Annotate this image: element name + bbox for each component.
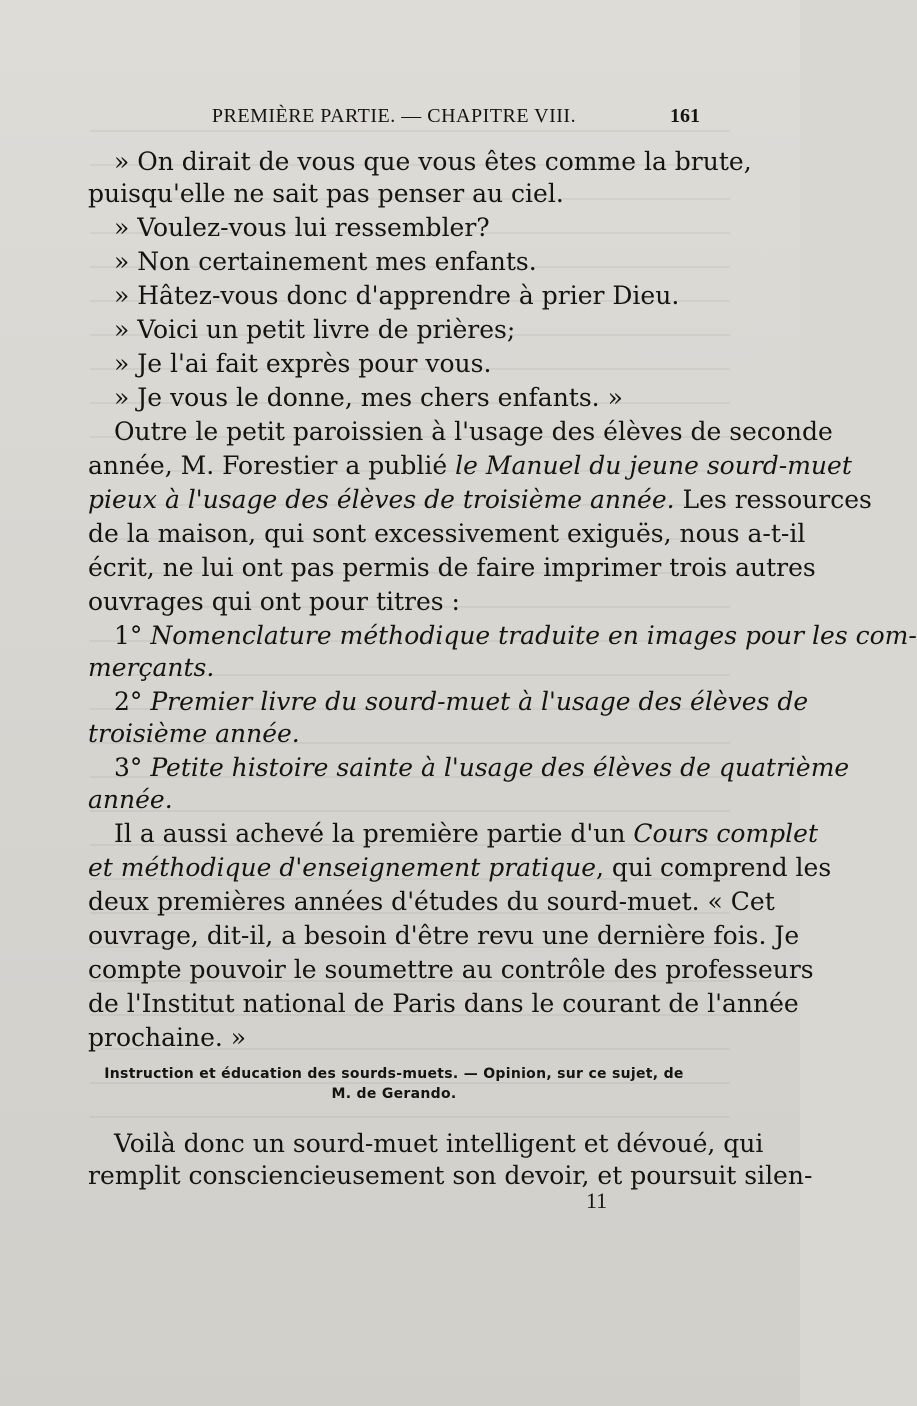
text-line: compte pouvoir le soumettre au contrôle des professeurs — [88, 955, 814, 984]
italic-title: pieux à l'usage des élèves de troisième année. — [88, 485, 675, 514]
list-item — [88, 686, 809, 718]
text-line: Voilà donc un sourd-muet intelligent et dévoué, qui — [114, 1129, 764, 1158]
italic-title: Cours complet — [633, 819, 819, 848]
text-line: prochaine. » — [88, 1023, 247, 1052]
text-line: » Non certainement mes enfants. — [114, 247, 537, 276]
text-line: ouvrage, dit-il, a besoin d'être revu une dernière fois. Je — [88, 921, 800, 950]
list-number: 2° — [114, 687, 143, 716]
list-item-continuation: troisième année. — [88, 719, 300, 748]
signature-mark: 11 — [586, 1188, 608, 1213]
italic-title: Nomenclature méthodique traduite en images pour les com- — [150, 621, 917, 650]
list-item — [88, 620, 917, 652]
text-line: » Voulez-vous lui ressembler? — [114, 213, 490, 242]
text-line: » Je vous le donne, mes chers enfants. » — [114, 383, 623, 412]
summary-line: M. de Gerando. — [331, 1086, 457, 1102]
text-line: de l'Institut national de Paris dans le courant de l'année — [88, 989, 799, 1018]
italic-title: le Manuel du jeune sourd-muet — [455, 451, 852, 480]
text-line: » On dirait de vous que vous êtes comme la brute, — [114, 147, 752, 176]
list-item-continuation: merçants. — [88, 653, 215, 682]
chapter-heading: PREMIÈRE PARTIE. — CHAPITRE VIII. — [211, 105, 577, 127]
text-line: de la maison, qui sont excessivement exiguës, nous a-t-il — [88, 519, 806, 548]
italic-title: Premier livre du sourd-muet à l'usage des élèves de — [150, 687, 809, 716]
text-span: Il a aussi achevé la première partie d'un — [114, 819, 634, 848]
page-number: 161 — [670, 105, 700, 127]
text-line: » Je l'ai fait exprès pour vous. — [114, 349, 492, 378]
text-line: remplit consciencieusement son devoir, et poursuit silen- — [88, 1161, 813, 1190]
text-line — [88, 852, 832, 884]
section-summary — [88, 1064, 700, 1104]
running-head — [88, 105, 700, 133]
text-line: deux premières années d'études du sourd-muet. « Cet — [88, 887, 775, 916]
text-line — [88, 450, 852, 482]
list-item-continuation: année. — [88, 785, 173, 814]
text-line — [88, 484, 872, 516]
text-line: puisqu'elle ne sait pas penser au ciel. — [88, 179, 564, 208]
text-span: , qui comprend les — [596, 853, 832, 882]
italic-title: Petite histoire sainte à l'usage des élèves de quatrième — [150, 753, 850, 782]
list-number: 3° — [114, 753, 143, 782]
text-line: écrit, ne lui ont pas permis de faire imprimer trois autres — [88, 553, 816, 582]
text-line: » Voici un petit livre de prières; — [114, 315, 516, 344]
text-line — [88, 818, 819, 850]
summary-line: Instruction et éducation des sourds-muets. — Opinion, sur ce sujet, de — [104, 1066, 684, 1082]
italic-title: et méthodique d'enseignement pratique — [88, 853, 597, 882]
text-span: Les ressources — [674, 485, 872, 514]
list-number: 1° — [114, 621, 143, 650]
text-line: » Hâtez-vous donc d'apprendre à prier Dieu. — [114, 281, 680, 310]
text-span: année, M. Forestier a publié — [88, 451, 456, 480]
text-line: Outre le petit paroissien à l'usage des élèves de seconde — [114, 417, 833, 446]
text-line: ouvrages qui ont pour titres : — [88, 587, 460, 616]
list-item — [88, 752, 850, 784]
